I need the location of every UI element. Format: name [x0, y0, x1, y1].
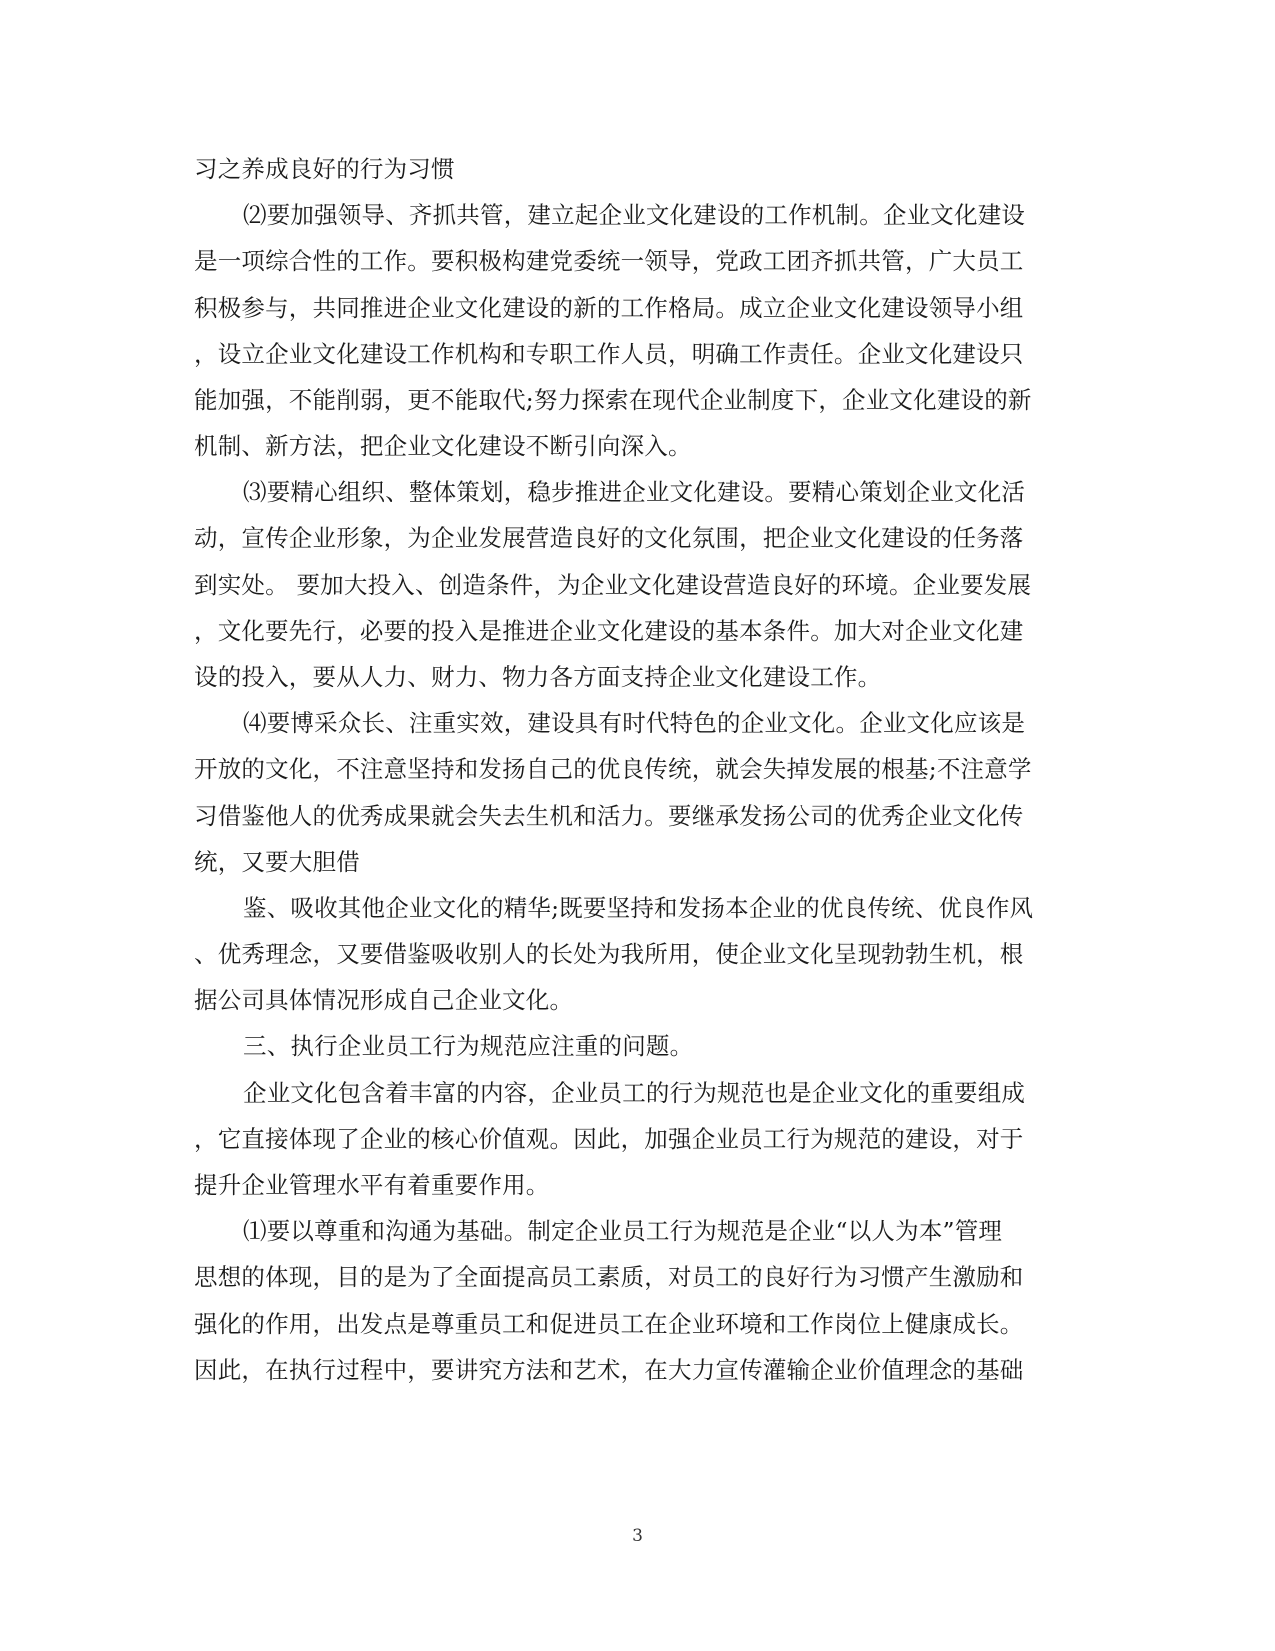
- text-line: 、优秀理念，又要借鉴吸收别人的长处为我所用，使企业文化呈现勃勃生机，根: [194, 940, 1024, 968]
- text-line: 习之养成良好的行为习惯: [194, 155, 455, 183]
- text-line: 设的投入，要从人力、财力、物力各方面支持企业文化建设工作。: [194, 663, 882, 691]
- text-line: ，它直接体现了企业的核心价值观。因此，加强企业员工行为规范的建设，对于: [194, 1125, 1024, 1153]
- text-line: ⑷要博采众长、注重实效，建设具有时代特色的企业文化。企业文化应该是: [243, 709, 1026, 737]
- text-line: 能加强，不能削弱，更不能取代;努力探索在现代企业制度下，企业文化建设的新: [194, 386, 1032, 414]
- text-line: 思想的体现，目的是为了全面提高员工素质，对员工的良好行为习惯产生激励和: [194, 1263, 1024, 1291]
- text-line: 开放的文化，不注意坚持和发扬自己的优良传统，就会失掉发展的根基;不注意学: [194, 755, 1032, 783]
- text-line: 动，宣传企业形象，为企业发展营造良好的文化氛围，把企业文化建设的任务落: [194, 524, 1024, 552]
- text-line: 鉴、吸收其他企业文化的精华;既要坚持和发扬本企业的优良传统、优良作风: [243, 894, 1034, 922]
- text-line: 因此，在执行过程中，要讲究方法和艺术，在大力宣传灌输企业价值理念的基础: [194, 1356, 1024, 1384]
- text-line: ⑵要加强领导、齐抓共管，建立起企业文化建设的工作机制。企业文化建设: [243, 201, 1026, 229]
- page-number: 3: [632, 1526, 643, 1546]
- text-line: 强化的作用，出发点是尊重员工和促进员工在企业环境和工作岗位上健康成长。: [194, 1310, 1024, 1338]
- text-line: ⑴要以尊重和沟通为基础。制定企业员工行为规范是企业“以人为本”管理: [243, 1217, 1003, 1245]
- text-line: ，文化要先行，必要的投入是推进企业文化建设的基本条件。加大对企业文化建: [194, 617, 1024, 645]
- text-line: ，设立企业文化建设工作机构和专职工作人员，明确工作责任。企业文化建设只: [194, 340, 1024, 368]
- text-line: ⑶要精心组织、整体策划，稳步推进企业文化建设。要精心策划企业文化活: [243, 478, 1026, 506]
- text-line: 积极参与，共同推进企业文化建设的新的工作格局。成立企业文化建设领导小组: [194, 294, 1024, 322]
- text-line: 是一项综合性的工作。要积极构建党委统一领导，党政工团齐抓共管，广大员工: [194, 247, 1024, 275]
- text-line: 统，又要大胆借: [194, 848, 360, 876]
- text-line: 机制、新方法，把企业文化建设不断引向深入。: [194, 432, 692, 460]
- text-line: 据公司具体情况形成自己企业文化。: [194, 986, 574, 1014]
- section-heading: 三、执行企业员工行为规范应注重的问题。: [243, 1032, 694, 1060]
- text-line: 企业文化包含着丰富的内容，企业员工的行为规范也是企业文化的重要组成: [243, 1079, 1026, 1107]
- text-line: 到实处。 要加大投入、创造条件，为企业文化建设营造良好的环境。企业要发展: [194, 571, 1032, 599]
- text-line: 提升企业管理水平有着重要作用。: [194, 1171, 550, 1199]
- text-line: 习借鉴他人的优秀成果就会失去生机和活力。要继承发扬公司的优秀企业文化传: [194, 802, 1024, 830]
